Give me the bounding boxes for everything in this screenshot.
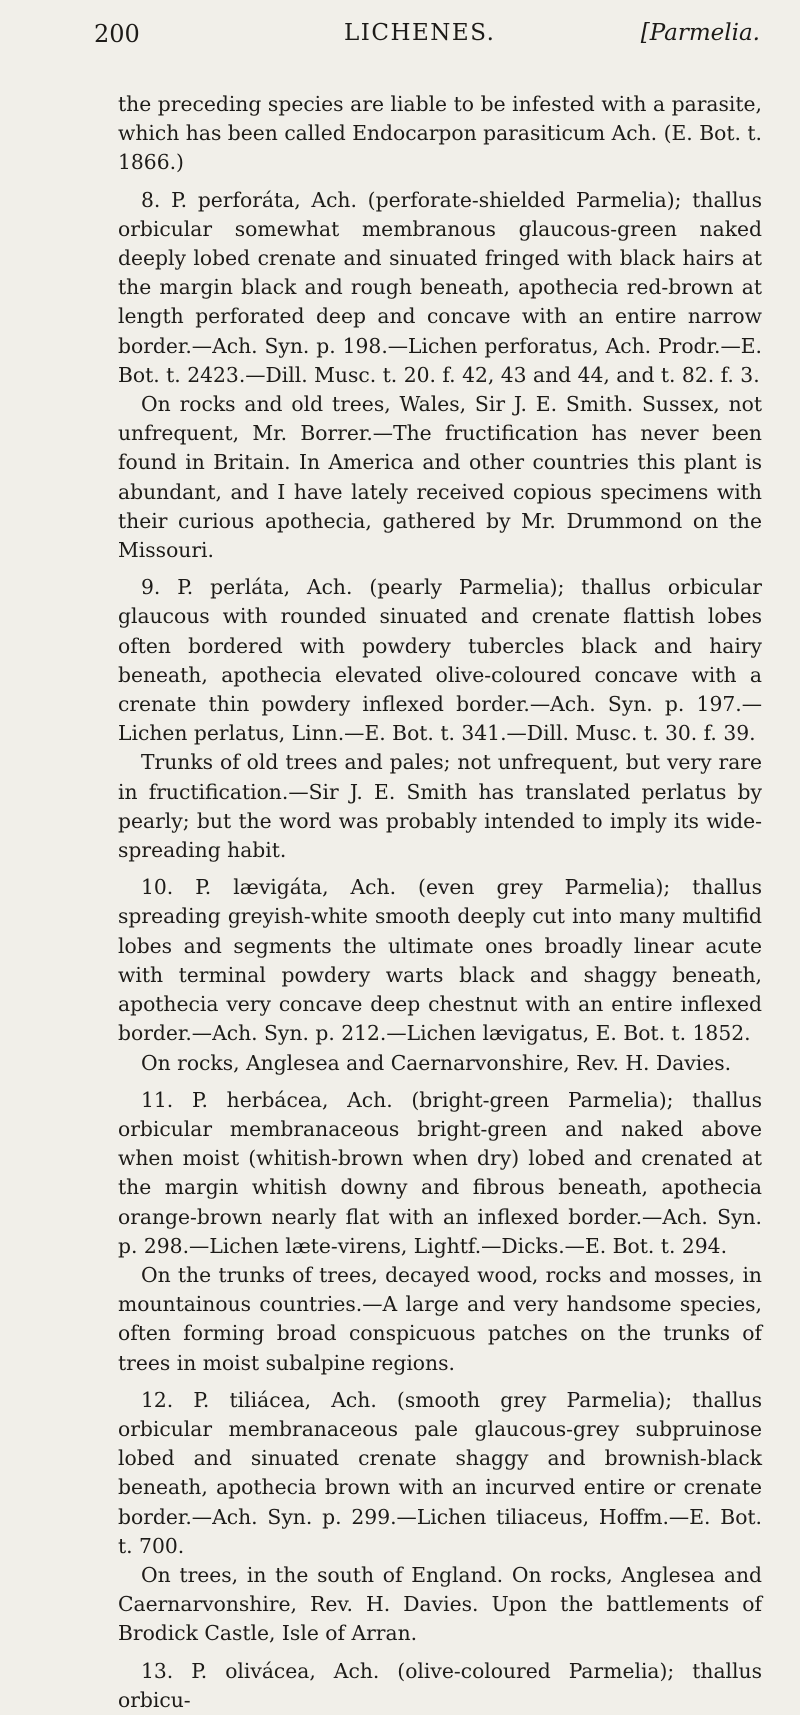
habitat-note-8: On rocks and old trees, Wales, Sir J. E. Smith. Sussex, not unfrequent, Mr. Borrer.—The fructification has never been found in Britain. In America and other countries this plant is abundant, and I have lately received copious specimens with their curious apothecia, gathered by Mr. Drummond on the Missouri. [118,392,762,563]
section-tag: [Parmelia. [640,20,760,46]
running-title: LICHENES. [344,20,496,46]
species-entry-10: 10. P. lævigáta, Ach. (even grey Parmelia); thallus spreading greyish-white smooth deeply cut into many multifid lobes and segments the ultimate ones broadly linear acute with terminal powdery warts black and shaggy beneath, apothecia very concave deep chestnut with an entire inflexed border.—Ach. Syn. p. 212.—Lichen lævigatus, E. Bot. t. 1852. [118,875,762,1046]
habitat-note-9: Trunks of old trees and pales; not unfrequent, but very rare in fructification.—Sir J. E. Smith has translated perlatus by pearly; but the word was probably intended to imply its wide-spreading habit. [118,750,762,863]
species-entry-11: 11. P. herbácea, Ach. (bright-green Parmelia); thallus orbicular membranaceous bright-green and naked above when moist (whitish-brown when dry) lobed and crenated at the margin whitish downy and fibrous beneath, apothecia orange-brown nearly flat with an inflexed border.—Ach. Syn. p. 298.—Lichen læte-virens, Lightf.—Dicks.—E. Bot. t. 294. [118,1087,762,1258]
species-entry-8: 8. P. perforáta, Ach. (perforate-shielded Parmelia); thallus orbicular somewhat membranous glaucous-green naked deeply lobed crenate and sinuated fringed with black hairs at the margin black and rough beneath, apothecia red-brown at length perforated deep and concave with an entire narrow border.—Ach. Syn. p. 198.—Lichen perforatus, Ach. Prodr.—E. Bot. t. 2423.—Dill. Musc. t. 20. f. 42, 43 and 44, and t. 82. f. 3. [118,187,762,387]
habitat-note-12: On trees, in the south of England. On rocks, Anglesea and Caernarvonshire, Rev. H. Davies. Upon the battlements of Brodick Castle, Isle of Arran. [118,1562,762,1646]
page-body [118,90,762,1715]
paragraph-continuation: the preceding species are liable to be infested with a parasite, which has been called Endocarpon parasiticum Ach. (E. Bot. t. 1866.) [118,92,762,175]
page-number: 200 [94,20,140,48]
species-entry-12: 12. P. tiliácea, Ach. (smooth grey Parmelia); thallus orbicular membranaceous pale glaucous-grey subpruinose lobed and sinuated crenate shaggy and brownish-black beneath, apothecia brown with an incurved entire or crenate border.—Ach. Syn. p. 299.—Lichen tiliaceus, Hoffm.—E. Bot. t. 700. [118,1387,762,1558]
page-header [94,20,760,60]
habitat-note-11: On the trunks of trees, decayed wood, rocks and mosses, in mountainous countries.—A large and very handsome species, often forming broad conspicuous patches on the trunks of trees in moist subalpine regions. [118,1262,762,1375]
habitat-note-10: On rocks, Anglesea and Caernarvonshire, Rev. H. Davies. [141,1050,732,1075]
species-entry-13: 13. P. olivácea, Ach. (olive-coloured Parmelia); thallus orbicu- [118,1658,762,1712]
species-entry-9: 9. P. perláta, Ach. (pearly Parmelia); thallus orbicular glaucous with rounded sinuated and crenate flattish lobes often bordered with powdery tubercles black and hairy beneath, apothecia elevated olive-coloured concave with a crenate thin powdery inflexed border.—Ach. Syn. p. 197.—Lichen perlatus, Linn.—E. Bot. t. 341.—Dill. Musc. t. 30. f. 39. [118,575,762,746]
